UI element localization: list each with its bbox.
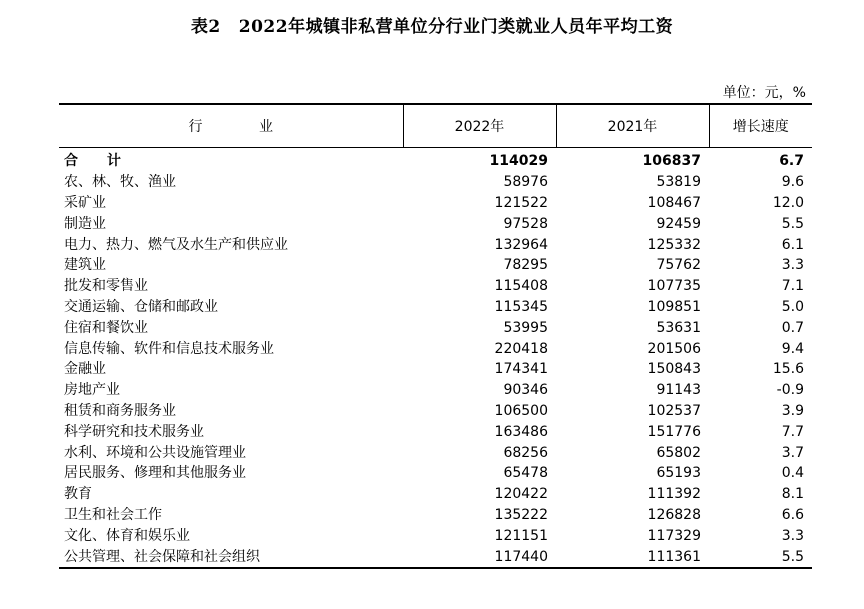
wage-2021: 125332 (647, 236, 701, 253)
wage-2021: 109851 (647, 298, 701, 315)
growth-rate: -0.9 (776, 382, 804, 399)
wage-2021: 53631 (656, 319, 701, 336)
table-row (59, 297, 812, 318)
growth-rate: 3.3 (781, 257, 804, 274)
table-row (59, 359, 812, 380)
wage-table (59, 103, 812, 569)
growth-rate: 5.5 (709, 546, 812, 568)
wage-2021: 111361 (556, 546, 709, 568)
table-row (59, 442, 812, 463)
wage-2022: 115408 (494, 278, 548, 295)
growth-rate: 6.6 (781, 506, 804, 523)
wage-2022: 132964 (494, 236, 548, 253)
wage-2022: 90346 (503, 382, 548, 399)
industry-name: 房地产业 (64, 382, 120, 399)
growth-rate: 3.9 (781, 402, 804, 419)
wage-2022: 78295 (503, 257, 548, 274)
table-row (59, 546, 812, 568)
industry-name: 电力、热力、燃气及水生产和供应业 (64, 236, 288, 253)
growth-rate: 12.0 (772, 194, 804, 211)
wage-2022: 58976 (503, 174, 548, 191)
growth-rate: 9.4 (781, 340, 804, 357)
industry-name: 居民服务、修理和其他服务业 (64, 465, 246, 482)
table-row (59, 463, 812, 484)
industry-name: 公共管理、社会保障和社会组织 (59, 546, 403, 568)
wage-2022: 121151 (494, 527, 548, 544)
wage-2021: 91143 (656, 382, 701, 399)
unit-label: 单位：元，% (722, 85, 806, 101)
header-2022: 2022年 (403, 104, 556, 148)
growth-rate: 0.7 (781, 319, 804, 336)
industry-name: 文化、体育和娱乐业 (64, 527, 190, 544)
wage-2021: 126828 (647, 506, 701, 523)
industry-name: 农、林、牧、渔业 (64, 174, 176, 191)
wage-2021: 111392 (647, 486, 701, 503)
total-row (59, 148, 812, 172)
wage-2022: 114029 (489, 153, 548, 170)
table-number: 表2 (190, 17, 221, 37)
growth-rate: 15.6 (772, 361, 804, 378)
growth-rate: 8.1 (781, 486, 804, 503)
wage-2021: 102537 (647, 402, 701, 419)
wage-2022: 68256 (503, 444, 548, 461)
wage-2021: 65802 (656, 444, 701, 461)
wage-2022: 117440 (403, 546, 556, 568)
wage-2022: 65478 (503, 465, 548, 482)
growth-rate: 7.7 (781, 423, 804, 440)
industry-name: 租赁和商务服务业 (64, 402, 176, 419)
industry-name: 制造业 (64, 215, 106, 232)
wage-2021: 150843 (647, 361, 701, 378)
table-row (59, 401, 812, 422)
table-row (59, 505, 812, 526)
wage-2022: 120422 (494, 486, 548, 503)
wage-2021: 106837 (642, 153, 701, 170)
growth-rate: 7.1 (781, 278, 804, 295)
growth-rate: 5.0 (781, 298, 804, 315)
table-row (59, 338, 812, 359)
industry-name: 批发和零售业 (64, 278, 148, 295)
wage-2021: 201506 (647, 340, 701, 357)
growth-rate: 5.5 (781, 215, 804, 232)
wage-2022: 121522 (494, 194, 548, 211)
industry-name: 住宿和餐饮业 (64, 319, 148, 336)
growth-rate: 6.7 (779, 153, 804, 170)
table-title (0, 12, 864, 37)
wage-2021: 107735 (647, 278, 701, 295)
wage-2021: 92459 (656, 215, 701, 232)
table-row (59, 255, 812, 276)
wage-2022: 220418 (494, 340, 548, 357)
table-row (59, 525, 812, 546)
wage-2021: 65193 (656, 465, 701, 482)
header-growth: 增长速度 (709, 104, 812, 148)
table-row (59, 380, 812, 401)
table-body (59, 148, 812, 568)
industry-name: 金融业 (64, 361, 106, 378)
growth-rate: 9.6 (781, 174, 804, 191)
table-row (59, 193, 812, 214)
table-title-text: 2022年城镇非私营单位分行业门类就业人员年平均工资 (238, 17, 674, 37)
wage-2021: 117329 (647, 527, 701, 544)
wage-2022: 97528 (503, 215, 548, 232)
wage-2022: 174341 (494, 361, 548, 378)
wage-2022: 115345 (494, 298, 548, 315)
table-row (59, 317, 812, 338)
wage-2022: 106500 (494, 402, 548, 419)
industry-name: 信息传输、软件和信息技术服务业 (64, 340, 274, 357)
table-row (59, 421, 812, 442)
wage-2021: 108467 (647, 194, 701, 211)
header-industry: 行 业 (59, 104, 403, 148)
industry-name: 交通运输、仓储和邮政业 (64, 298, 218, 315)
wage-2022: 135222 (494, 506, 548, 523)
table-row (59, 213, 812, 234)
industry-name: 水利、环境和公共设施管理业 (64, 444, 246, 461)
industry-name (59, 148, 403, 172)
table-row (59, 172, 812, 193)
industry-name: 科学研究和技术服务业 (64, 423, 204, 440)
wage-2021: 75762 (656, 257, 701, 274)
industry-name: 采矿业 (64, 194, 106, 211)
industry-name: 卫生和社会工作 (64, 506, 162, 523)
growth-rate: 6.1 (781, 236, 804, 253)
growth-rate: 3.7 (781, 444, 804, 461)
industry-name: 建筑业 (64, 257, 106, 274)
growth-rate: 3.3 (781, 527, 804, 544)
header-row (59, 104, 812, 148)
wage-2022: 163486 (494, 423, 548, 440)
table-row (59, 234, 812, 255)
table-row (59, 484, 812, 505)
wage-2021: 151776 (647, 423, 701, 440)
growth-rate: 0.4 (781, 465, 804, 482)
wage-2022: 53995 (503, 319, 548, 336)
industry-name: 教育 (64, 486, 92, 503)
wage-2021: 53819 (656, 174, 701, 191)
total-label: 合 计 (64, 153, 133, 170)
header-2021: 2021年 (556, 104, 709, 148)
table-row (59, 276, 812, 297)
